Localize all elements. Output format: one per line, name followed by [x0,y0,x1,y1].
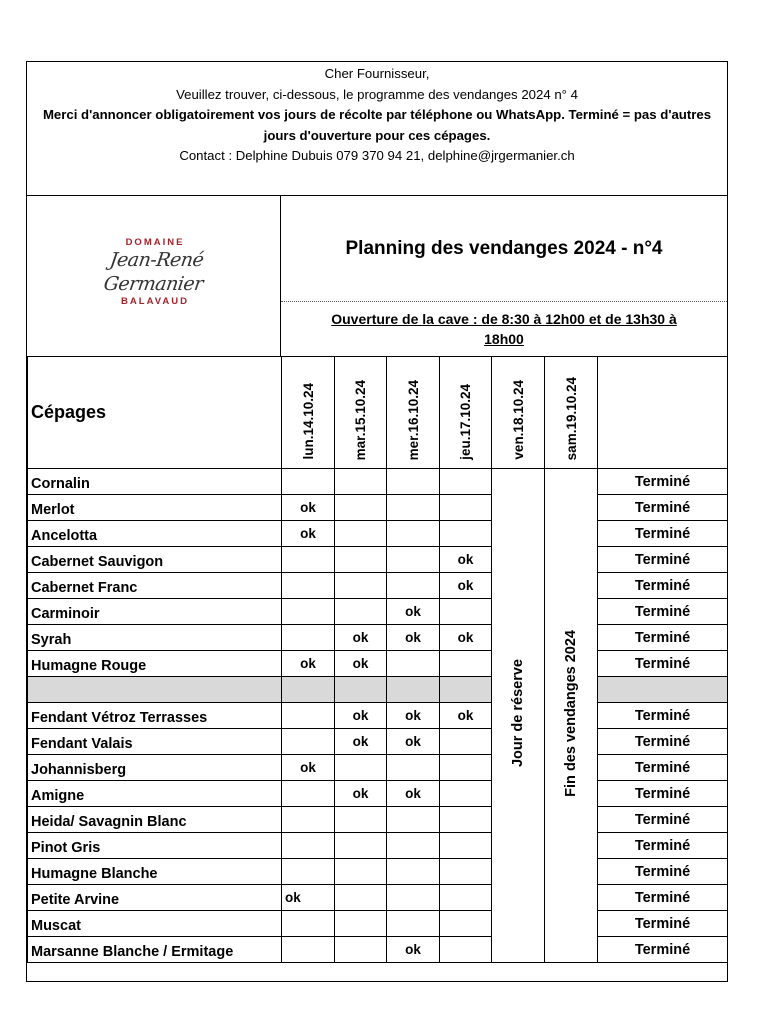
day-cell-mar [335,495,387,521]
cepage-name: Petite Arvine [28,885,282,911]
status-termine: Terminé [598,859,728,885]
day-cell-mer: ok [387,729,440,755]
status-termine: Terminé [598,703,728,729]
logo-top-text: DOMAINE [125,237,185,248]
table-row [28,937,728,963]
day-cell-mar [335,937,387,963]
table-row [28,781,728,807]
day-cell-lun [282,729,335,755]
day-cell-mar [335,469,387,495]
domaine-logo [79,237,231,307]
instruction-line-2: jours d'ouverture pour ces cépages. [263,127,491,143]
day-cell-jeu [440,599,492,625]
status-termine: Terminé [598,651,728,677]
status-header [598,357,728,469]
day-cell-mar [335,885,387,911]
table-row [28,625,728,651]
harvest-table [27,356,727,963]
status-termine: Terminé [598,495,728,521]
cepage-name: Merlot [28,495,282,521]
day-cell-mer: ok [387,625,440,651]
day-cell-mer [387,521,440,547]
day-cell-lun: ok [282,651,335,677]
day-cell-lun: ok [282,521,335,547]
status-termine: Terminé [598,807,728,833]
day-cell-lun [282,781,335,807]
logo-bottom-text: BALAVAUD [121,296,189,307]
reserve-day-cell [492,469,545,963]
day-cell-jeu [440,729,492,755]
separator-cell [282,677,335,703]
day-cell-lun [282,859,335,885]
table-row [28,703,728,729]
document-frame [26,61,728,982]
table-row [28,833,728,859]
day-cell-mer: ok [387,781,440,807]
day-cell-mer [387,547,440,573]
day-cell-mar: ok [335,625,387,651]
intro-line: Veuillez trouver, ci-dessous, le programme des vendanges 2024 n° 4 [176,86,578,102]
day-cell-mer [387,573,440,599]
separator-row [28,677,728,703]
status-termine: Terminé [598,625,728,651]
status-termine: Terminé [598,885,728,911]
cepage-name: Cornalin [28,469,282,495]
cepage-name: Johannisberg [28,755,282,781]
day-cell-jeu [440,937,492,963]
status-termine: Terminé [598,547,728,573]
table-row [28,755,728,781]
date-header: sam.19.10.24 [545,357,598,469]
cepage-name: Cabernet Franc [28,573,282,599]
date-header: lun.14.10.24 [282,357,335,469]
table-row [28,573,728,599]
date-header: jeu.17.10.24 [440,357,492,469]
opening-hours [281,302,727,356]
day-cell-mer: ok [387,703,440,729]
day-cell-jeu [440,911,492,937]
day-cell-jeu [440,521,492,547]
day-cell-mar [335,573,387,599]
table-row [28,521,728,547]
date-header: mer.16.10.24 [387,357,440,469]
status-termine: Terminé [598,833,728,859]
reserve-day-label: Jour de réserve [510,659,526,768]
day-cell-lun [282,833,335,859]
status-termine: Terminé [598,599,728,625]
end-harvest-label: Fin des vendanges 2024 [563,630,579,797]
table-row [28,729,728,755]
day-cell-lun [282,937,335,963]
day-cell-jeu: ok [440,547,492,573]
cepage-name: Carminoir [28,599,282,625]
cepage-name: Pinot Gris [28,833,282,859]
day-cell-mer: ok [387,937,440,963]
day-cell-jeu: ok [440,703,492,729]
day-cell-mar [335,807,387,833]
table-row [28,469,728,495]
table-row [28,807,728,833]
day-cell-mar [335,911,387,937]
cepage-name: Heida/ Savagnin Blanc [28,807,282,833]
day-cell-mar [335,859,387,885]
status-termine: Terminé [598,469,728,495]
day-cell-mer [387,807,440,833]
day-cell-mar: ok [335,703,387,729]
day-cell-mer [387,755,440,781]
table-header-row [28,357,728,469]
separator-cell [598,677,728,703]
day-cell-jeu [440,651,492,677]
day-cell-mer [387,859,440,885]
day-cell-lun [282,807,335,833]
day-cell-jeu [440,495,492,521]
day-cell-mer [387,495,440,521]
separator-cell [335,677,387,703]
day-cell-lun: ok [282,495,335,521]
separator-cell [387,677,440,703]
day-cell-lun [282,625,335,651]
day-cell-mer [387,469,440,495]
day-cell-jeu [440,469,492,495]
end-harvest-cell [545,469,598,963]
status-termine: Terminé [598,729,728,755]
table-row [28,599,728,625]
day-cell-jeu [440,807,492,833]
cepage-name: Cabernet Sauvigon [28,547,282,573]
day-cell-mar [335,833,387,859]
instruction-line: Merci d'annoncer obligatoirement vos jours de récolte par téléphone ou WhatsApp. Terminé = pas d'autres [42,107,712,122]
table-row [28,859,728,885]
day-cell-lun: ok [282,755,335,781]
letter-header [27,62,727,196]
status-termine: Terminé [598,911,728,937]
separator-cell [440,677,492,703]
cepage-name: Ancelotta [28,521,282,547]
day-cell-mar: ok [335,651,387,677]
table-row [28,651,728,677]
day-cell-mer [387,651,440,677]
page-title: Planning des vendanges 2024 - n°4 [281,196,727,302]
day-cell-lun [282,547,335,573]
day-cell-mar: ok [335,781,387,807]
day-cell-mar [335,521,387,547]
cepage-name: Amigne [28,781,282,807]
day-cell-mer: ok [387,599,440,625]
day-cell-mar [335,755,387,781]
day-cell-lun [282,703,335,729]
date-header: ven.18.10.24 [492,357,545,469]
separator-cell [28,677,282,703]
status-termine: Terminé [598,755,728,781]
cepage-name: Marsanne Blanche / Ermitage [28,937,282,963]
status-termine: Terminé [598,781,728,807]
table-row [28,495,728,521]
status-termine: Terminé [598,573,728,599]
day-cell-mar: ok [335,729,387,755]
day-cell-lun [282,911,335,937]
day-cell-lun: ok [282,885,335,911]
cepage-name: Humagne Rouge [28,651,282,677]
table-row [28,547,728,573]
logo-script-name: Jean-René Germanier [102,249,205,295]
day-cell-jeu [440,859,492,885]
day-cell-jeu: ok [440,625,492,651]
opening-hours-line2: 18h00 [484,331,524,347]
opening-hours-line1: Ouverture de la cave : de 8:30 à 12h00 et de 13h30 à [331,311,677,327]
status-termine: Terminé [598,521,728,547]
day-cell-mer [387,911,440,937]
cepages-header: Cépages [28,357,282,469]
cepage-name: Fendant Valais [28,729,282,755]
day-cell-jeu [440,781,492,807]
cepage-name: Fendant Vétroz Terrasses [28,703,282,729]
day-cell-mer [387,833,440,859]
date-header: mar.15.10.24 [335,357,387,469]
day-cell-lun [282,469,335,495]
cepage-name: Muscat [28,911,282,937]
day-cell-mar [335,547,387,573]
cepage-name: Humagne Blanche [28,859,282,885]
table-row [28,911,728,937]
greeting: Cher Fournisseur, [324,66,430,81]
day-cell-jeu [440,755,492,781]
day-cell-jeu [440,885,492,911]
day-cell-jeu [440,833,492,859]
cepage-name: Syrah [28,625,282,651]
table-row [28,885,728,911]
day-cell-lun [282,573,335,599]
day-cell-jeu: ok [440,573,492,599]
day-cell-mer [387,885,440,911]
day-cell-lun [282,599,335,625]
contact-line: Contact : Delphine Dubuis 079 370 94 21, delphine@jrgermanier.ch [179,148,575,163]
logo-cell [27,196,281,356]
day-cell-mar [335,599,387,625]
status-termine: Terminé [598,937,728,963]
